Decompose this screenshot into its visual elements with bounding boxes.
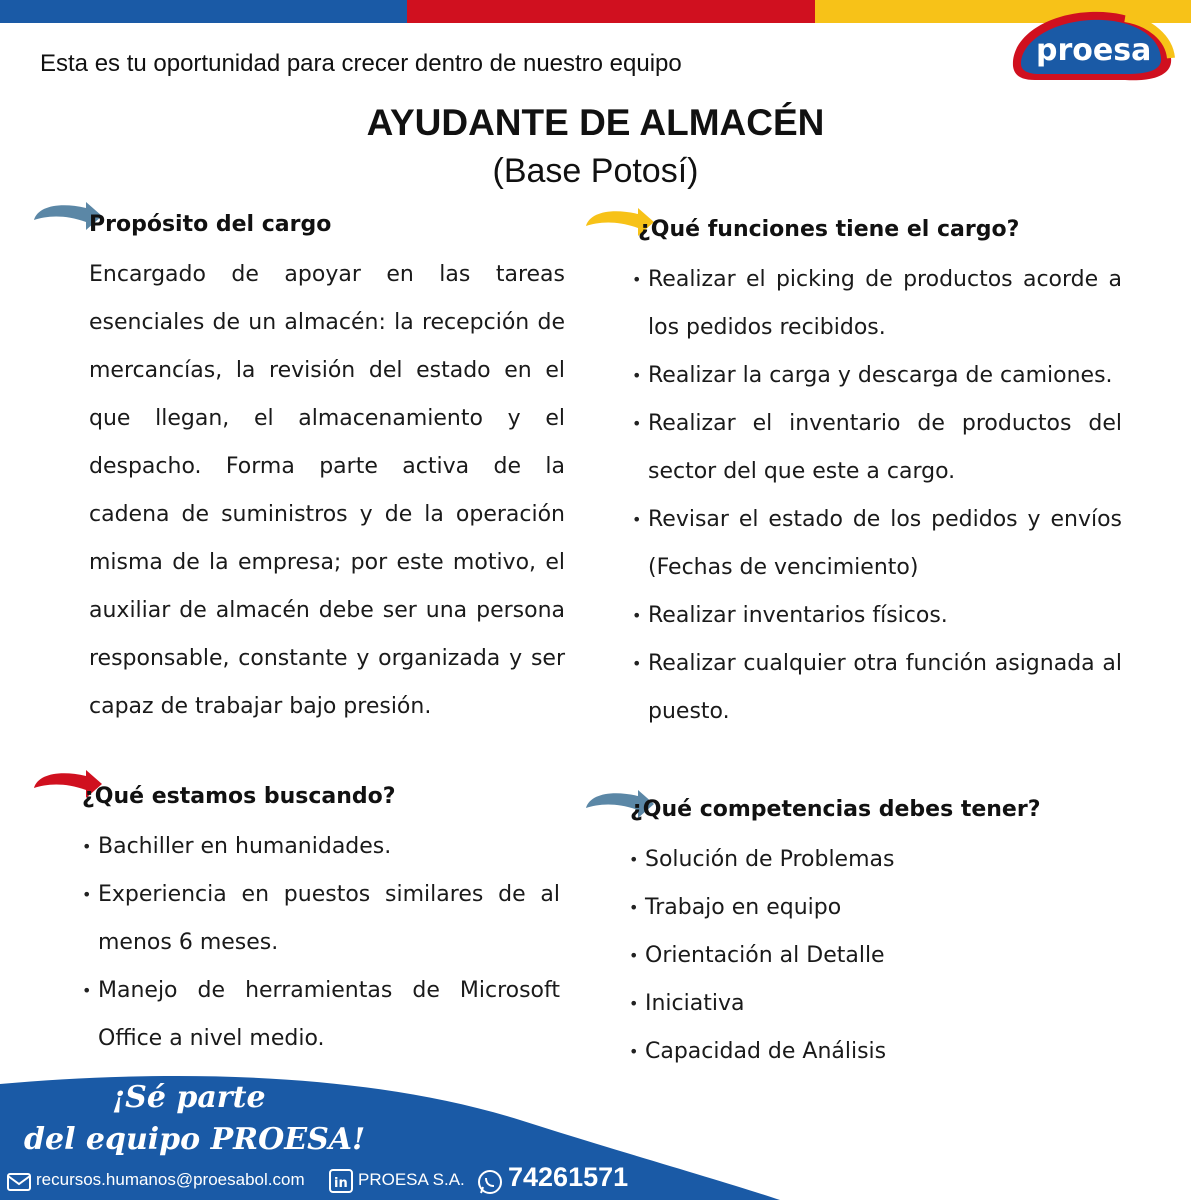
list-item: • Realizar inventarios físicos. xyxy=(632,592,1122,640)
slogan-line-2: del equipo PROESA! xyxy=(24,1122,366,1157)
list-item: • Capacidad de Análisis xyxy=(629,1028,1029,1076)
purpose-title: Propósito del cargo xyxy=(89,212,332,237)
brand-wordmark: proesa xyxy=(1036,33,1152,68)
list-item: • Trabajo en equipo xyxy=(629,884,1029,932)
competencies-list xyxy=(629,836,1029,1076)
list-item: • Orientación al Detalle xyxy=(629,932,1029,980)
top-stripe-red xyxy=(407,0,815,23)
seeking-list xyxy=(82,823,560,1063)
list-item: • Realizar el inventario de productos del sector del que este a cargo. xyxy=(632,400,1122,496)
tagline: Esta es tu oportunidad para crecer dentro de nuestro equipo xyxy=(40,50,682,77)
list-item: • Revisar el estado de los pedidos y envíos (Fechas de vencimiento) xyxy=(632,496,1122,592)
list-item: • Experiencia en puestos similares de al menos 6 meses. xyxy=(82,871,560,967)
top-stripe-blue xyxy=(0,0,407,23)
list-item: • Manejo de herramientas de Microsoft Office a nivel medio. xyxy=(82,967,560,1063)
email-icon xyxy=(6,1168,32,1194)
slogan-line-1: ¡Sé parte xyxy=(112,1080,266,1115)
svg-text:in: in xyxy=(334,1175,348,1191)
contact-phone[interactable] xyxy=(476,1163,628,1193)
list-item: • Realizar el picking de productos acorde a los pedidos recibidos. xyxy=(632,256,1122,352)
email-text: recursos.humanos@proesabol.com xyxy=(36,1170,305,1189)
list-item: • Realizar la carga y descarga de camiones. xyxy=(632,352,1122,400)
linkedin-text: PROESA S.A. xyxy=(358,1170,465,1189)
purpose-text: Encargado de apoyar en las tareas esenciales de un almacén: la recepción de mercancías, la revisión del estado en el que llegan, el almacenamiento y el despacho. Forma parte activa de la cadena de suministros y de la operación misma de la empresa; por este motivo, el auxiliar de almacén debe ser una persona responsable, constante y organizada y ser capaz de trabajar bajo presión. xyxy=(89,262,565,719)
functions-title: ¿Qué funciones tiene el cargo? xyxy=(638,217,1020,242)
list-item: • Iniciativa xyxy=(629,980,1029,1028)
seeking-title: ¿Qué estamos buscando? xyxy=(82,784,396,809)
job-location: (Base Potosí) xyxy=(492,152,699,190)
list-item: • Solución de Problemas xyxy=(629,836,1029,884)
functions-list xyxy=(632,256,1122,736)
phone-text: 74261571 xyxy=(508,1162,629,1192)
list-item: • Bachiller en humanidades. xyxy=(82,823,560,871)
competencies-title: ¿Qué competencias debes tener? xyxy=(630,797,1041,822)
whatsapp-icon xyxy=(476,1168,504,1196)
contact-email[interactable] xyxy=(6,1166,305,1196)
linkedin-icon xyxy=(328,1168,354,1194)
list-item: • Realizar cualquier otra función asignada al puesto. xyxy=(632,640,1122,736)
contact-linkedin[interactable] xyxy=(328,1166,465,1196)
job-title: AYUDANTE DE ALMACÉN xyxy=(366,102,825,143)
